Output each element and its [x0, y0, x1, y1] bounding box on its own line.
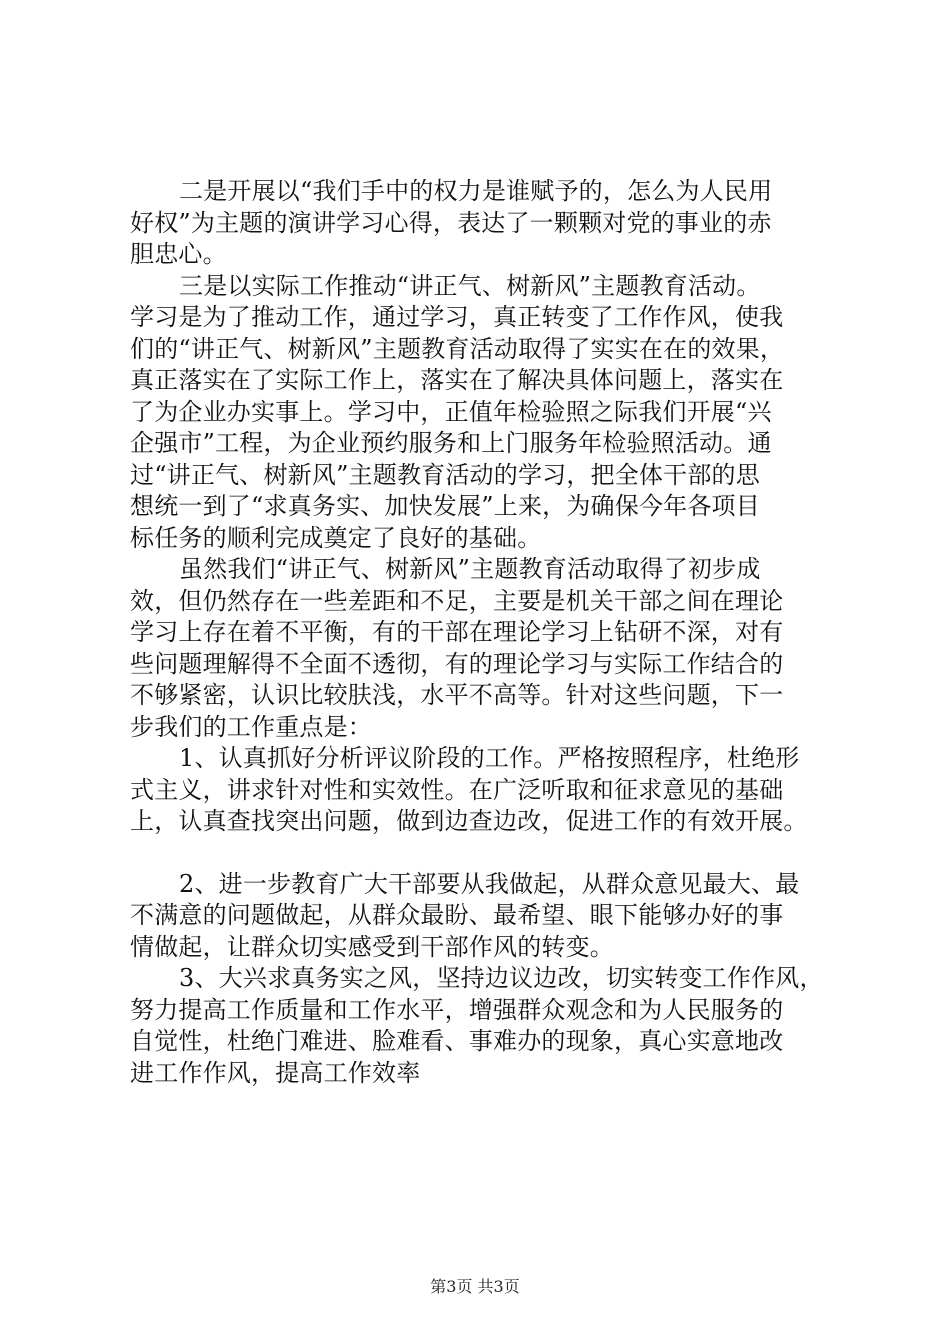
text-line: 了为企业办实事上。学习中，正值年检验照之际我们开展“兴: [130, 397, 772, 426]
text-line: 胆忠心。: [130, 240, 227, 268]
text-line: 好权”为主题的演讲学习心得，表达了一颗颗对党的事业的赤: [130, 208, 772, 237]
text-line: 2、进一步教育广大干部要从我做起，从群众意见最大、最: [179, 869, 800, 898]
text-line: 们的“讲正气、树新风”主题教育活动取得了实实在在的效果，: [130, 334, 785, 363]
text-line: 企强市”工程，为企业预约服务和上门服务年检验照活动。通: [130, 429, 772, 457]
text-line: 三是以实际工作推动“讲正气、树新风”主题教育活动。: [179, 271, 761, 300]
text-line: 不够紧密，认识比较肤浅，水平不高等。针对这些问题，下一: [130, 681, 784, 709]
text-line: 虽然我们“讲正气、树新风”主题教育活动取得了初步成: [179, 555, 761, 583]
text-line: 标任务的顺利完成奠定了良好的基础。: [130, 523, 542, 552]
text-line: 3、大兴求真务实之风，坚持边议边改，切实转变工作作风，: [179, 964, 824, 992]
text-line: 效，但仍然存在一些差距和不足，主要是机关干部之间在理论: [130, 586, 784, 615]
text-line: 自觉性，杜绝门难进、脸难看、事难办的现象，真心实意地改: [130, 1027, 784, 1055]
text-line: 1、认真抓好分析评议阶段的工作。严格按照程序，杜绝形: [179, 744, 800, 772]
text-line: 进工作作风，提高工作效率: [130, 1058, 421, 1087]
text-line: 学习上存在着不平衡，有的干部在理论学习上钻研不深，对有: [130, 618, 784, 646]
text-line: 想统一到了“求真务实、加快发展”上来，为确保今年各项目: [130, 492, 760, 520]
text-line: 式主义，讲求针对性和实效性。在广泛听取和征求意见的基础: [130, 775, 784, 804]
text-line: 不满意的问题做起，从群众最盼、最希望、眼下能够办好的事: [130, 901, 784, 929]
text-line: 些问题理解得不全面不透彻，有的理论学习与实际工作结合的: [130, 649, 784, 678]
document-body: [130, 176, 830, 1089]
text-line: 上，认真查找突出问题，做到边查边改，促进工作的有效开展。: [130, 807, 808, 835]
text-line: 二是开展以“我们手中的权力是谁赋予的，怎么为人民用: [179, 177, 773, 205]
text-line: 情做起，让群众切实感受到干部作风的转变。: [130, 932, 614, 961]
text-line: 真正落实在了实际工作上，落实在了解决具体问题上，落实在: [130, 366, 784, 394]
text-line: 学习是为了推动工作，通过学习，真正转变了工作作风，使我: [130, 303, 784, 331]
text-line: 过“讲正气、树新风”主题教育活动的学习，把全体干部的思: [130, 460, 760, 489]
text-line: 努力提高工作质量和工作水平，增强群众观念和为人民服务的: [130, 995, 784, 1024]
page-number-footer: 第3页 共3页: [430, 1277, 520, 1296]
paragraph-gap: [130, 838, 830, 869]
text-line: 步我们的工作重点是：: [130, 712, 372, 741]
